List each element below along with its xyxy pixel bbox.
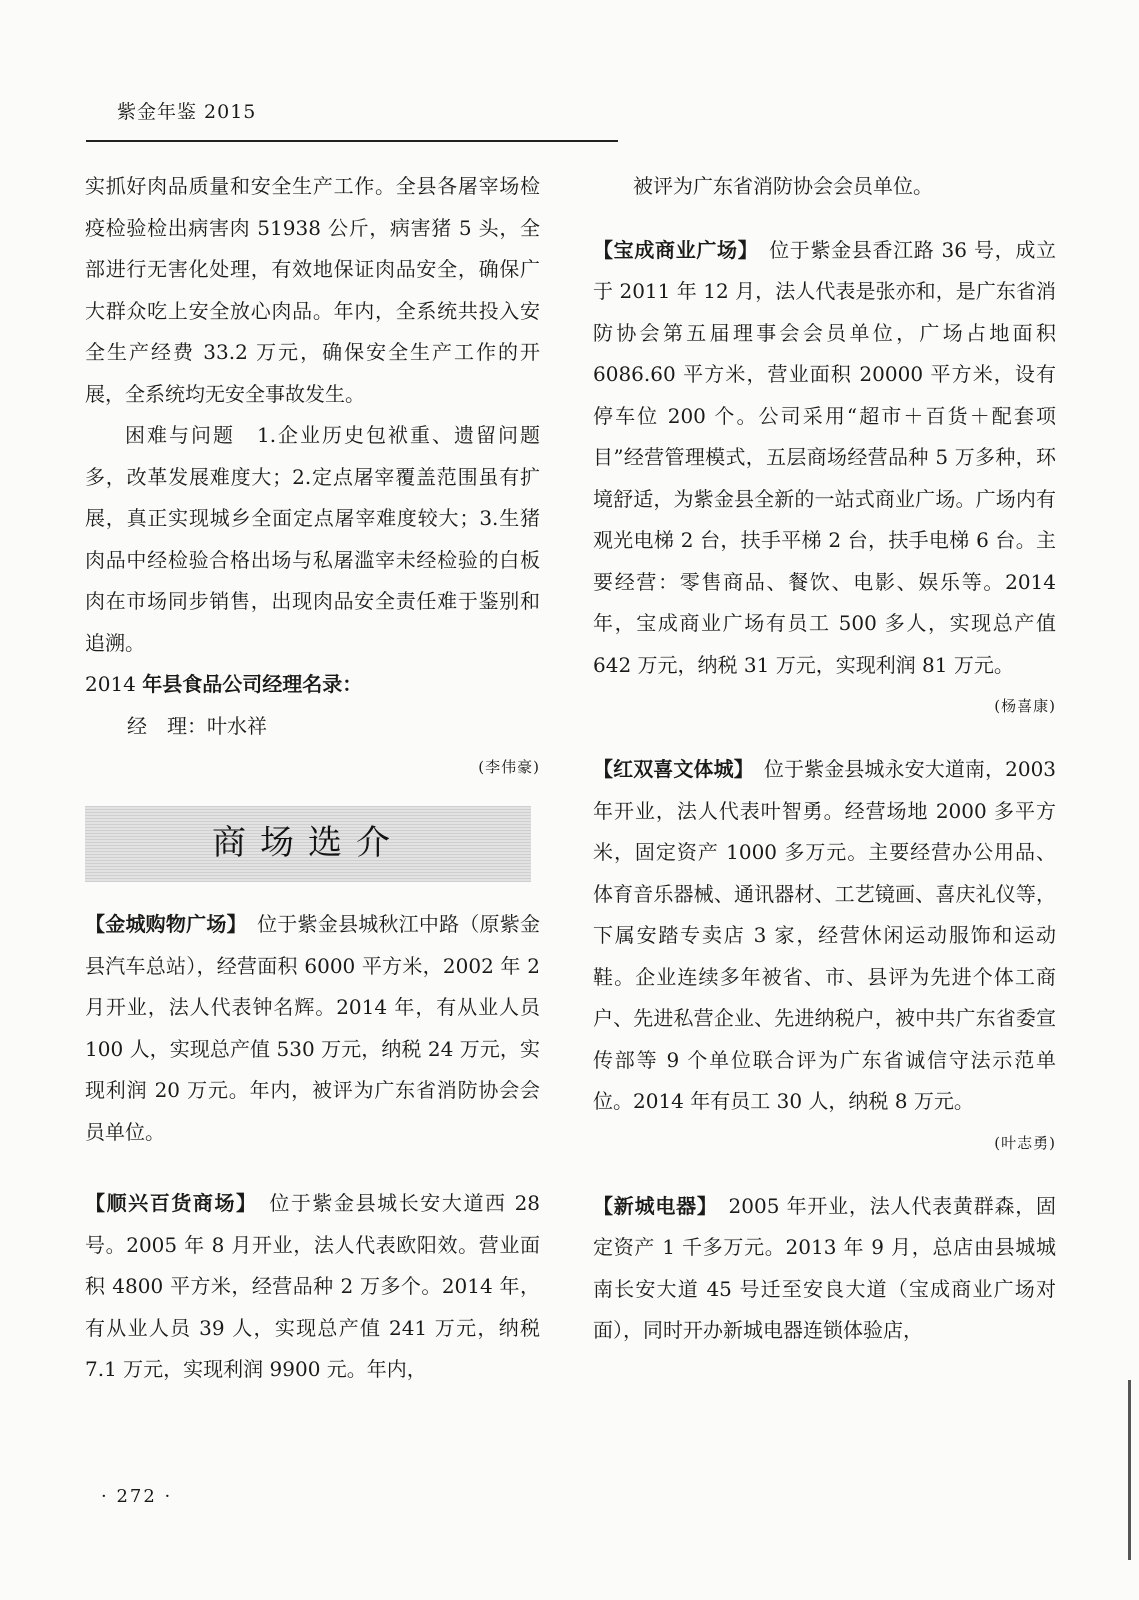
entry-hongshuangxi <box>593 749 1056 1123</box>
header-rule <box>86 140 618 142</box>
manager-list-year: 2014 <box>85 672 136 696</box>
running-header: 紫金年鉴 2015 <box>117 101 257 123</box>
entry-hongshuangxi-title: 【红双喜文体城】 <box>593 757 744 781</box>
entry-xincheng-title: 【新城电器】 <box>593 1193 708 1218</box>
entry-jincheng <box>85 904 540 1153</box>
entry-xincheng-text: 2005 年开业，法人代表黄群森，固定资产 1 千多万元。2013 年 9 月，总店由县城城南长安大道 45 号迁至安良大道（宝成商业广场对面），同时开办新城电器连锁体验店， <box>593 1193 1057 1342</box>
manager-entry: 经 理：叶水祥 <box>127 713 267 738</box>
author-credit-hongshuangxi: (叶志勇) <box>994 1133 1056 1152</box>
manager-list-title: 年县食品公司经理名录： <box>142 672 363 696</box>
entry-baocheng-title: 【宝成商业广场】 <box>593 237 749 262</box>
continuation-line: 被评为广东省消防协会会员单位。 <box>633 174 933 198</box>
entry-hongshuangxi-text: 位于紫金县城永安大道南，2003 年开业，法人代表叶智勇。经营场地 2000 多平方米，固定资产 1000 多万元。主要经营办公用品、体育音乐器械、通讯器材、工艺镜画、喜庆礼仪等，下属安踏专卖店 3 家，经营休闲运动服饰和运动鞋。企业连续多年被省、市、县评为先进个体工商户、先进私营企业、先进纳税户，被中共广东省委宣传部等 9 个单位联合评为广东省诚信守法示范单位。2014 年有员工 30 人，纳税 8 万元。 <box>593 757 1057 1113</box>
problems-label: 困难与问题 <box>125 423 235 447</box>
meat-safety-paragraph: 实抓好肉品质量和安全生产工作。全县各屠宰场检疫检验检出病害肉 51938 公斤，病害猪 5 头，全部进行无害化处理，有效地保证肉品安全，确保广大群众吃上安全放心肉品。年内，全系统共投入安全生产经费 33.2 万元，确保安全生产工作的开展，全系统均无安全事故发生。 <box>85 174 540 406</box>
entry-xincheng <box>593 1186 1056 1352</box>
section-banner <box>85 806 531 882</box>
problems-text: 1.企业历史包袱重、遗留问题多，改革发展难度大；2.定点屠宰覆盖范围虽有扩展，真正实现城乡全面定点屠宰难度较大；3.生猪肉品中经检验合格出场与私屠滥宰未经检验的白板肉在市场同步销售，出现肉品安全责任难于鉴别和追溯。 <box>85 423 541 655</box>
entry-jincheng-text: 位于紫金县城秋江中路（原紫金县汽车总站），经营面积 6000 平方米，2002 年 2 月开业，法人代表钟名辉。2014 年，有从业人员 100 人，实现总产值 530 万元，纳税 24 万元，实现利润 20 万元。年内，被评为广东省消防协会会员单位。 <box>85 912 541 1144</box>
entry-baocheng <box>593 230 1056 687</box>
scan-edge-mark <box>1128 1380 1131 1560</box>
page-number: · 272 · <box>101 1486 173 1507</box>
left-column <box>85 166 540 1391</box>
section-banner-title: 商场选介 <box>212 823 404 864</box>
right-column <box>593 166 1056 1352</box>
manager-list-heading <box>85 664 540 706</box>
problems-paragraph <box>85 415 540 664</box>
author-credit-baocheng: (杨喜康) <box>994 697 1056 715</box>
entry-shunxing-text: 位于紫金县城长安大道西 28 号。2005 年 8 月开业，法人代表欧阳效。营业面积 4800 平方米，经营品种 2 万多个。2014 年，有从业人员 39 人，实现总产值 241 万元，纳税 7.1 万元，实现利润 9900 元。年内， <box>85 1191 541 1381</box>
entry-baocheng-text: 位于紫金县香江路 36 号，成立于 2011 年 12 月，法人代表是张亦和，是广东省消防协会第五届理事会会员单位，广场占地面积 6086.60 平方米，营业面积 20000 平方米，设有停车位 200 个。公司采用“超市＋百货＋配套项目”经营管理模式，五层商场经营品种 5 万多种，环境舒适，为紫金县全新的一站式商业广场。广场内有观光电梯 2 台，扶手平梯 2 台，扶手电梯 6 台。主要经营：零售商品、餐饮、电影、娱乐等。2014 年，宝成商业广场有员工 500 多人，实现总产值 642 万元，纳税 31 万元，实现利润 81 万元。 <box>593 237 1057 677</box>
entry-jincheng-title: 【金城购物广场】 <box>85 912 237 936</box>
author-credit: (李伟豪) <box>478 758 540 776</box>
entry-shunxing <box>85 1183 540 1391</box>
entry-shunxing-title: 【顺兴百货商场】 <box>85 1191 248 1215</box>
